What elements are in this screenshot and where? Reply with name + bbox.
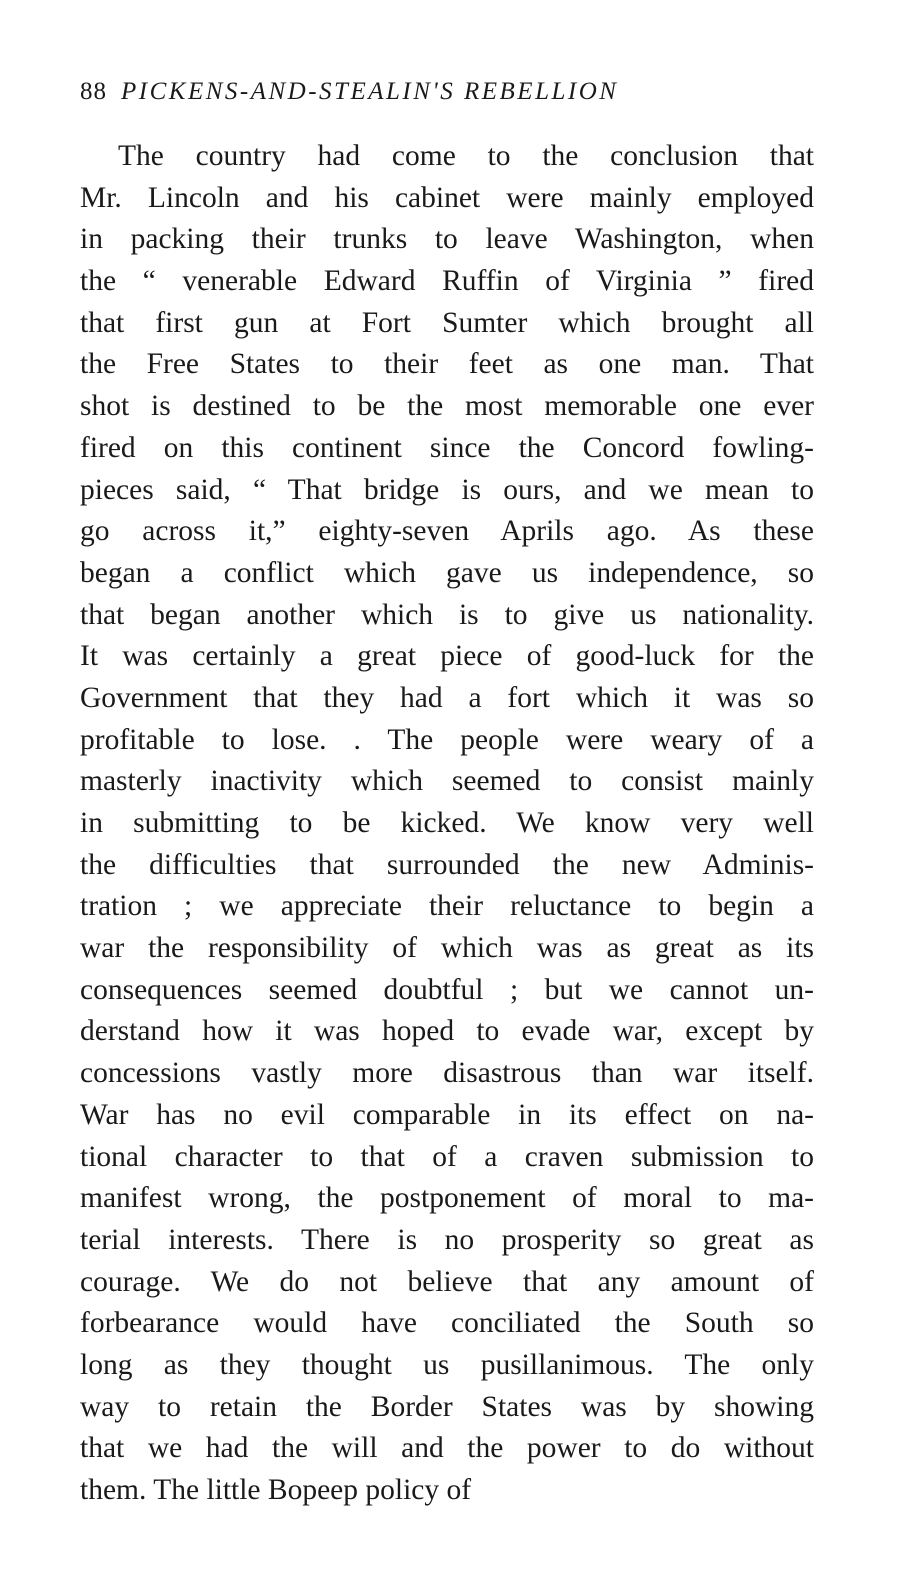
text-line: that began another which is to give us nationality. [80, 598, 814, 631]
text-line: manifest wrong, the postponement of moral to ma- [80, 1182, 814, 1215]
text-line: derstand how it was hoped to evade war, except by [80, 1015, 814, 1048]
text-line: forbearance would have conciliated the South so [80, 1307, 814, 1340]
running-title: PICKENS-AND-STEALIN'S REBELLION [121, 78, 619, 105]
text-line: long as they thought us pusillanimous. The only [80, 1348, 814, 1381]
text-line: The country had come to the conclusion that [118, 140, 814, 172]
text-line: go across it,” eighty-seven Aprils ago. As these [80, 515, 814, 548]
text-line: consequences seemed doubtful ; but we cannot un- [80, 973, 814, 1006]
running-head [80, 78, 820, 114]
text-line: War has no evil comparable in its effect on na- [80, 1098, 814, 1131]
text-line: tional character to that of a craven submission to [80, 1140, 814, 1173]
text-line: terial interests. There is no prosperity so great as [80, 1223, 814, 1256]
text-line: shot is destined to be the most memorable one ever [80, 390, 814, 423]
text-line: that first gun at Fort Sumter which brought all [80, 306, 814, 339]
page-number: 88 [80, 78, 107, 105]
text-line: tration ; we appreciate their reluctance to begin a [80, 890, 814, 923]
text-line: war the responsibility of which was as great as its [80, 932, 814, 965]
text-line: Mr. Lincoln and his cabinet were mainly employed [80, 181, 814, 214]
text-line: in packing their trunks to leave Washington, when [80, 223, 814, 256]
text-line: profitable to lose. . The people were weary of a [80, 723, 814, 756]
text-line: fired on this continent since the Concord fowling- [80, 431, 814, 464]
text-line: masterly inactivity which seemed to consist mainly [80, 765, 814, 798]
text-line: the Free States to their feet as one man. That [80, 348, 814, 381]
text-line: the difficulties that surrounded the new Adminis- [80, 848, 814, 881]
text-line: way to retain the Border States was by showing [80, 1390, 814, 1423]
text-line: in submitting to be kicked. We know very well [80, 807, 814, 839]
text-line: pieces said, “ That bridge is ours, and we mean to [80, 473, 814, 506]
text-line: began a conflict which gave us independence, so [80, 556, 814, 589]
text-line: concessions vastly more disastrous than war itself. [80, 1057, 814, 1090]
text-line: Government that they had a fort which it was so [80, 681, 814, 714]
text-line: that we had the will and the power to do without [80, 1432, 814, 1465]
text-line: the “ venerable Edward Ruffin of Virginia ” fired [80, 265, 814, 298]
text-line: It was certainly a great piece of good-luck for the [80, 640, 814, 673]
body-paragraph [80, 136, 814, 1512]
text-line: them. The little Bopeep policy of [80, 1474, 472, 1506]
text-line: courage. We do not believe that any amount of [80, 1265, 814, 1298]
